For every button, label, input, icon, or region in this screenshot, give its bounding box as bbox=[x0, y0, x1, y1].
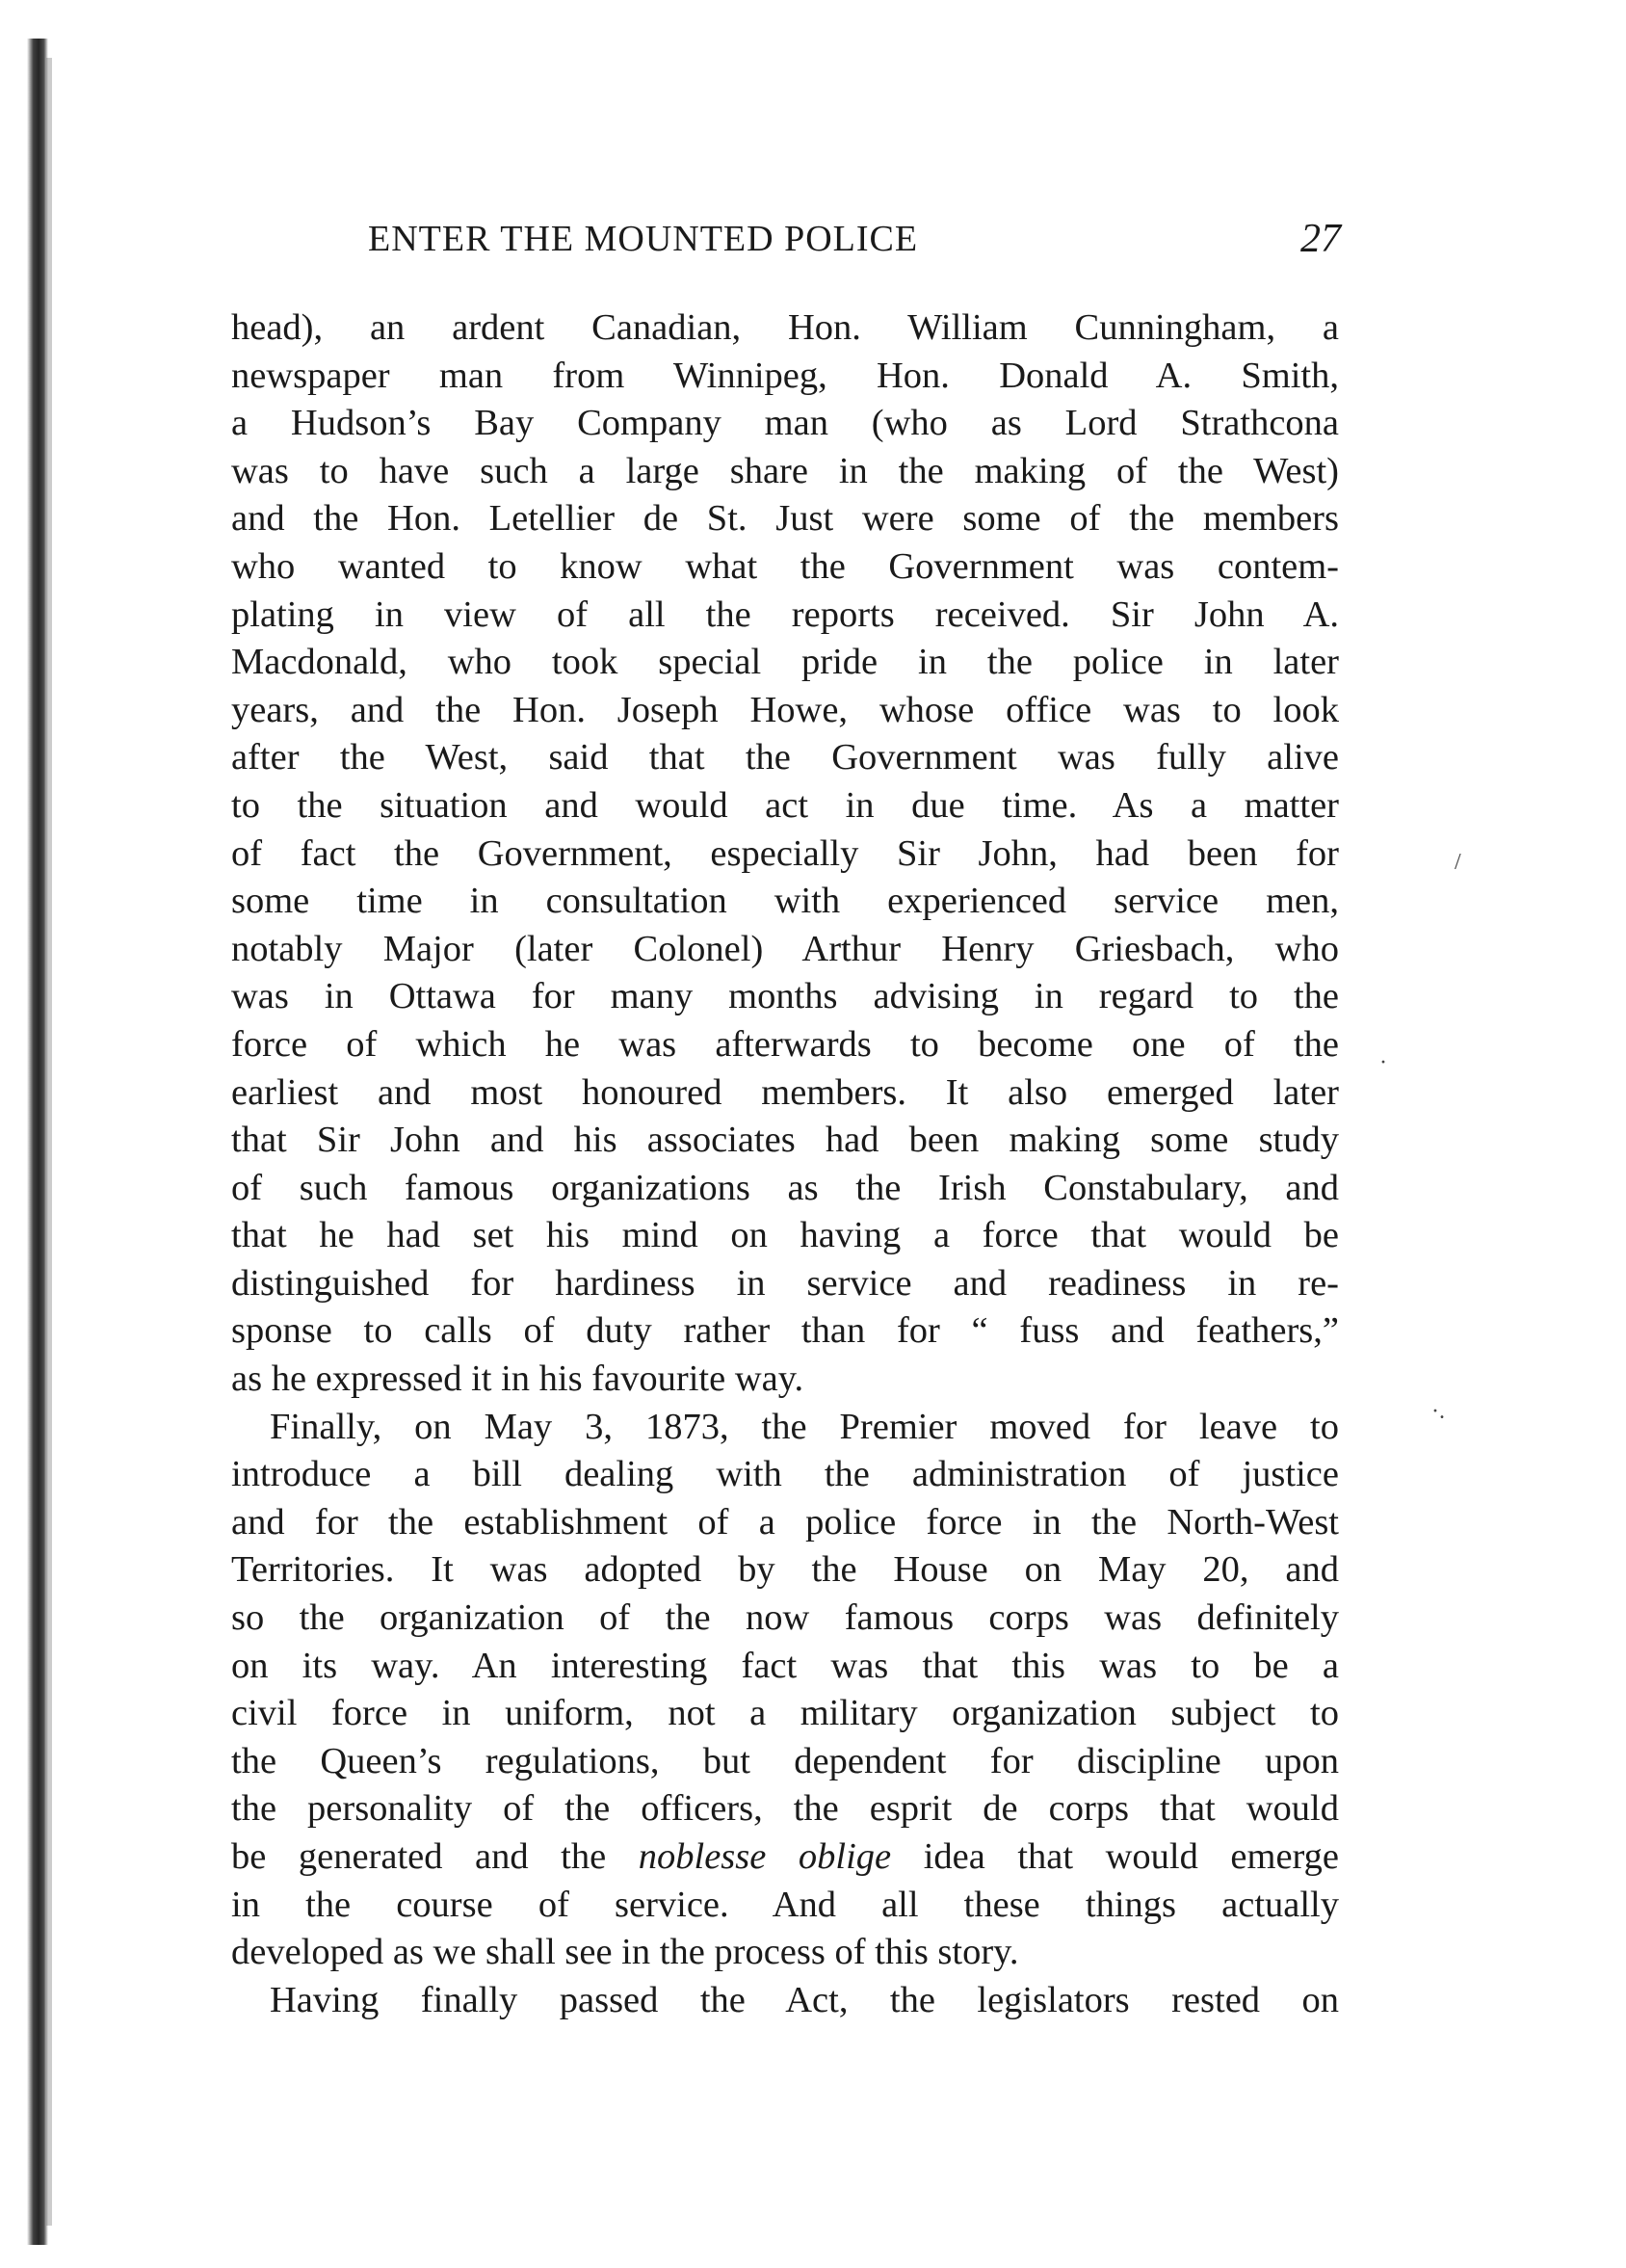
text-line: as he expressed it in his favourite way. bbox=[231, 1358, 804, 1400]
text-line: after the West, said that the Government was fully alive bbox=[231, 737, 1339, 778]
text-line: Having finally passed the Act, the legislators rested on bbox=[270, 1979, 1339, 2020]
running-title: ENTER THE MOUNTED POLICE bbox=[368, 219, 919, 259]
text-line: on its way. An interesting fact was that this was to be a bbox=[231, 1645, 1339, 1686]
text-line: introduce a bill dealing with the administration of justice bbox=[231, 1454, 1339, 1495]
text-line: so the organization of the now famous corps was definitely bbox=[231, 1597, 1339, 1639]
text-line: earliest and most honoured members. It also emerged later bbox=[231, 1071, 1339, 1113]
binding-edge-inner bbox=[46, 58, 52, 2226]
text-line: that Sir John and his associates had been making some study bbox=[231, 1120, 1339, 1161]
text-line: force of which he was afterwards to become one of the bbox=[231, 1023, 1339, 1065]
text-line: who wanted to know what the Government was contem- bbox=[231, 545, 1339, 587]
text-segment: be generated and the bbox=[231, 1836, 607, 1877]
text-line: the personality of the officers, the esprit de corps that would bbox=[231, 1788, 1339, 1830]
text-line: years, and the Hon. Joseph Howe, whose office was to look bbox=[231, 689, 1339, 730]
body-text bbox=[231, 304, 1339, 2024]
text-line: Macdonald, who took special pride in the police in later bbox=[231, 642, 1339, 683]
text-line: newspaper man from Winnipeg, Hon. Donald A. Smith, bbox=[231, 355, 1339, 396]
text-line: of such famous organizations as the Irish Constabulary, and bbox=[231, 1167, 1339, 1208]
text-line: was to have such a large share in the making of the West) bbox=[231, 450, 1339, 491]
italic-phrase: noblesse oblige bbox=[638, 1836, 892, 1877]
text-line: head), an ardent Canadian, Hon. William Cunningham, a bbox=[231, 307, 1339, 348]
text-line-with-italic bbox=[231, 1833, 1339, 1882]
text-line: and for the establishment of a police force in the North-West bbox=[231, 1501, 1339, 1543]
text-line: of fact the Government, especially Sir John, had been for bbox=[231, 832, 1339, 874]
text-line: was in Ottawa for many months advising in regard to the bbox=[231, 976, 1339, 1017]
text-line: sponse to calls of duty rather than for “ fuss and feathers,” bbox=[231, 1310, 1339, 1352]
running-header bbox=[231, 218, 1341, 272]
text-line: Finally, on May 3, 1873, the Premier moved for leave to bbox=[270, 1406, 1339, 1447]
text-line: Territories. It was adopted by the House on May 20, and bbox=[231, 1549, 1339, 1591]
stray-ink-mark: ·. bbox=[1431, 1399, 1445, 1424]
text-line: civil force in uniform, not a military organization subject to bbox=[231, 1693, 1339, 1734]
text-line: that he had set his mind on having a force that would be bbox=[231, 1215, 1339, 1256]
text-line: developed as we shall see in the process of this story. bbox=[231, 1932, 1019, 1973]
text-segment: idea that would emerge bbox=[923, 1836, 1339, 1877]
text-line: to the situation and would act in due time. As a matter bbox=[231, 784, 1339, 826]
stray-ink-mark: / bbox=[1455, 850, 1461, 875]
page-number: 27 bbox=[1300, 217, 1341, 261]
binding-edge-shadow bbox=[27, 39, 48, 2245]
stray-ink-mark: · bbox=[1379, 1050, 1387, 1075]
text-line: a Hudson’s Bay Company man (who as Lord Strathcona bbox=[231, 403, 1339, 444]
text-line: some time in consultation with experienced service men, bbox=[231, 881, 1339, 922]
text-line: notably Major (later Colonel) Arthur Henry Griesbach, who bbox=[231, 928, 1339, 969]
text-line: the Queen’s regulations, but dependent for discipline upon bbox=[231, 1740, 1339, 1781]
text-line: in the course of service. And all these things actually bbox=[231, 1884, 1339, 1925]
text-line: and the Hon. Letellier de St. Just were some of the members bbox=[231, 498, 1339, 540]
text-line: distinguished for hardiness in service and readiness in re- bbox=[231, 1262, 1339, 1304]
text-line: plating in view of all the reports received. Sir John A. bbox=[231, 593, 1339, 635]
